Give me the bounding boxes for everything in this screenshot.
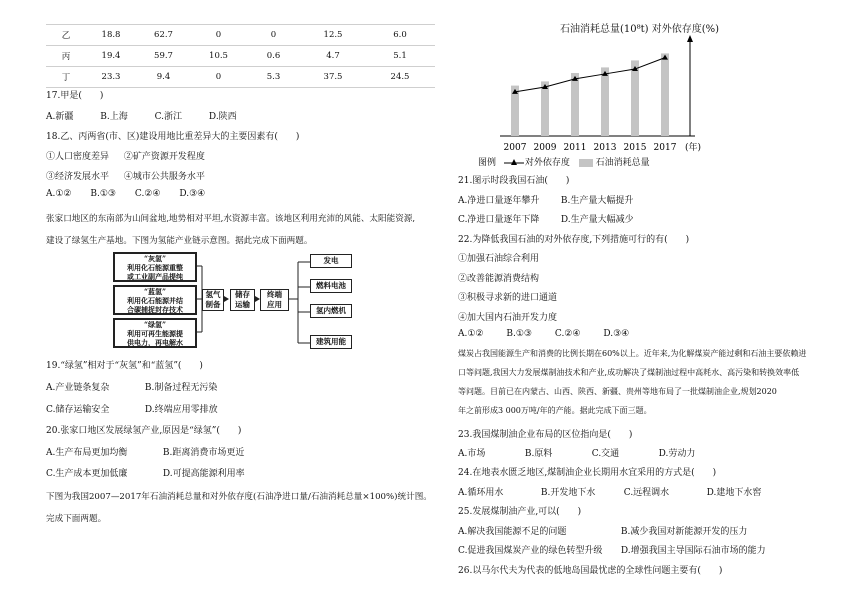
q24-option-d[interactable]: D.建地下水窖 xyxy=(706,488,762,498)
q26-stem: 26.以马尔代夫为代表的低地岛国最忧虑的全球性问题主要有( ) xyxy=(458,566,723,576)
y-axis-arrow xyxy=(687,35,693,42)
table-cell: 9.4 xyxy=(136,67,191,88)
intro3-line1: 煤炭占我国能源生产和消费的比例长期在60%以上。近年来,为化解煤炭产能过剩和石油主要依赖进 xyxy=(458,349,807,358)
hydrogen-production-box: 氢气 制备 xyxy=(202,289,224,311)
q22-stem: 22.为降低我国石油的对外依存度,下列措施可行的有( ) xyxy=(458,235,690,245)
q17-option-a[interactable]: A.新疆 xyxy=(46,112,74,122)
q25-option-b[interactable]: B.减少我国对新能源开发的压力 xyxy=(620,527,748,537)
legend-bar-label: 石油消耗总量 xyxy=(595,158,650,168)
intro3-line2: 口等问题,我国大力发展煤制油技术和产业,成功解决了煤制油过程中高耗水、高污染和转换效率低 xyxy=(458,368,800,377)
use-building-energy-box: 建筑用能 xyxy=(310,335,352,349)
table-cell: 37.5 xyxy=(301,67,365,88)
table-cell: 23.3 xyxy=(86,67,136,88)
q22-option-a[interactable]: A.①② xyxy=(458,329,484,339)
q24-option-a[interactable]: A.循环用水 xyxy=(458,488,504,498)
table-cell: 19.4 xyxy=(86,46,136,67)
q25-option-a[interactable]: A.解决我国能源不足的问题 xyxy=(458,527,567,537)
q18-options xyxy=(46,189,205,199)
q17-option-c[interactable]: C.浙江 xyxy=(154,112,183,122)
q20-options-row2 xyxy=(46,466,245,479)
intro1-line2: 建设了绿氢生产基地。下图为氢能产业链示意图。据此完成下面两题。 xyxy=(46,236,313,246)
q23-option-b[interactable]: B.原料 xyxy=(524,449,553,459)
q20-option-b[interactable]: B.距离消费市场更近 xyxy=(162,448,245,458)
table-cell: 10.5 xyxy=(191,46,246,67)
bar-2011 xyxy=(571,73,579,136)
q18-item-2: ②矿产资源开发程度 xyxy=(123,152,205,162)
q21-option-c[interactable]: C.净进口量逐年下降 xyxy=(458,215,540,225)
q21-options-row2 xyxy=(458,212,634,225)
legend-bar-swatch xyxy=(579,159,593,167)
q18-option-d[interactable]: D.③④ xyxy=(179,189,206,199)
q25-option-d[interactable]: D.增强我国主导国际石油市场的能力 xyxy=(620,546,766,556)
table-cell: 0 xyxy=(191,67,246,88)
q21-option-b[interactable]: B.生产量大幅提升 xyxy=(560,196,634,206)
table-cell: 18.8 xyxy=(86,25,136,46)
q18-option-c[interactable]: C.②④ xyxy=(134,189,161,199)
q22-option-d[interactable]: D.③④ xyxy=(603,329,630,339)
table-row xyxy=(46,67,435,88)
legend-line-icon xyxy=(503,158,525,167)
table-cell: 0 xyxy=(191,25,246,46)
q19-option-b[interactable]: B.制备过程无污染 xyxy=(144,383,218,393)
chart-title: 石油消耗总量(10⁸t) 对外依存度(%) xyxy=(560,24,720,35)
dependence-line xyxy=(515,58,665,92)
table-cell: 59.7 xyxy=(136,46,191,67)
oil-chart xyxy=(470,34,730,159)
q19-options-row1 xyxy=(46,380,217,393)
intro2-line2: 完成下面两题。 xyxy=(46,514,107,524)
q24-option-c[interactable]: C.远程调水 xyxy=(623,488,670,498)
q23-option-a[interactable]: A.市场 xyxy=(458,449,486,459)
terminal-application-box: 终端 应用 xyxy=(260,289,289,311)
q20-option-a[interactable]: A.生产布局更加均衡 xyxy=(46,448,128,458)
q24-option-b[interactable]: B.开发地下水 xyxy=(540,488,596,498)
bar-2017 xyxy=(661,53,669,136)
q21-option-a[interactable]: A.净进口量逐年攀升 xyxy=(458,196,540,206)
table-cell: 0 xyxy=(246,25,301,46)
q20-stem: 20.张家口地区发展绿氢产业,原因是“绿氢”( ) xyxy=(46,426,242,436)
table-cell: 24.5 xyxy=(365,67,435,88)
use-fuel-cell-box: 燃料电池 xyxy=(310,279,352,293)
q17-options xyxy=(46,109,237,122)
q22-option-b[interactable]: B.①③ xyxy=(506,329,532,339)
table-row xyxy=(46,46,435,67)
q21-stem: 21.图示时段我国石油( ) xyxy=(458,176,570,186)
q25-options-row1 xyxy=(458,524,747,537)
q19-option-c[interactable]: C.储存运输安全 xyxy=(46,405,110,415)
q23-option-c[interactable]: C.交通 xyxy=(591,449,620,459)
chart-legend xyxy=(478,155,650,168)
table-cell: 乙 xyxy=(46,25,86,46)
x-tick-label-2015: 2015 xyxy=(623,143,647,153)
q17-option-b[interactable]: B.上海 xyxy=(100,112,128,122)
bar-2015 xyxy=(631,60,639,136)
q18-stem: 18.乙、丙两省(市、区)建设用地比重差异大的主要因素有( ) xyxy=(46,132,300,142)
table-cell: 62.7 xyxy=(136,25,191,46)
q22-item-3: ③积极寻求新的进口通道 xyxy=(458,293,558,303)
table-cell: 5.3 xyxy=(246,67,301,88)
intro2-line1: 下图为我国2007—2017年石油消耗总量和对外依存度(石油净进口量/石油消耗总量×100%)统计图。 xyxy=(46,492,432,502)
q22-item-2: ②改善能源消费结构 xyxy=(458,274,540,284)
storage-transport-box: 储存 运输 xyxy=(230,289,255,311)
table-cell: 12.5 xyxy=(301,25,365,46)
data-table xyxy=(46,24,435,88)
q21-options-row1 xyxy=(458,193,633,206)
q18-item-3: ③经济发展水平 xyxy=(46,172,110,182)
intro1-line1: 张家口地区的东南部为山间盆地,地势相对平坦,水资源丰富。该地区利用充沛的风能、太阳能资源, xyxy=(46,214,416,224)
q17-stem: 17.甲是( ) xyxy=(46,91,104,101)
q25-stem: 25.发展煤制油产业,可以( ) xyxy=(458,507,582,517)
x-tick-label-2011: 2011 xyxy=(563,143,587,153)
q22-item-1: ①加强石油综合利用 xyxy=(458,254,540,264)
use-hydrogen-engine-box: 氢内燃机 xyxy=(310,304,352,318)
q20-option-c[interactable]: C.生产成本更加低廉 xyxy=(46,469,128,479)
table-cell: 丁 xyxy=(46,67,86,88)
q22-option-c[interactable]: C.②④ xyxy=(554,329,581,339)
intro3-line4: 年之前形成3 000万吨/年的产能。据此完成下面三题。 xyxy=(458,406,652,415)
q23-options xyxy=(458,446,695,459)
grey-hydrogen-box: “灰氢” 利用化石能源重整 或工业副产品提纯 xyxy=(113,252,197,282)
q19-option-d[interactable]: D.终端应用零排放 xyxy=(144,405,218,415)
q24-options xyxy=(458,485,761,498)
legend-title: 图例 xyxy=(478,158,497,168)
q19-options-row2 xyxy=(46,402,218,415)
q23-stem: 23.我国煤制油企业布局的区位指向是( ) xyxy=(458,430,633,440)
green-hydrogen-box: “绿氢” 利用可再生能源提 供电力，再电解水 xyxy=(113,318,197,348)
x-axis-unit: (年) xyxy=(684,143,702,153)
table-cell: 丙 xyxy=(46,46,86,67)
q18-items-row1 xyxy=(46,149,205,162)
q25-options-row2 xyxy=(458,543,766,556)
table-cell: 0.6 xyxy=(246,46,301,67)
x-tick-label-2017: 2017 xyxy=(653,143,677,153)
bar-2013 xyxy=(601,67,609,136)
x-tick-label-2009: 2009 xyxy=(533,143,557,153)
bar-2009 xyxy=(541,81,549,136)
q17-option-d[interactable]: D.陕西 xyxy=(208,112,237,122)
q18-item-1: ①人口密度差异 xyxy=(46,152,110,162)
q22-options xyxy=(458,329,629,339)
use-power-generation-box: 发电 xyxy=(310,254,352,268)
q24-stem: 24.在地表水匮乏地区,煤制油企业长期用水宜采用的方式是( ) xyxy=(458,468,717,478)
q18-item-4: ④城市公共服务水平 xyxy=(123,172,205,182)
q19-stem: 19.“绿氢”相对于“灰氢”和“蓝氢”( ) xyxy=(46,361,203,371)
q18-items-row2 xyxy=(46,169,205,182)
q20-options-row1 xyxy=(46,445,244,458)
intro3-line3: 等问题。目前已在内蒙古、山西、陕西、新疆、贵州等地布局了一批煤制油企业,规划2020 xyxy=(458,387,777,396)
x-tick-label-2007: 2007 xyxy=(503,143,527,153)
table-row xyxy=(46,25,435,46)
blue-hydrogen-box: “蓝氢” 利用化石能源并结 合碳捕捉封存技术 xyxy=(113,285,197,315)
q18-option-a[interactable]: A.①② xyxy=(46,189,72,199)
table-cell: 6.0 xyxy=(365,25,435,46)
q18-option-b[interactable]: B.①③ xyxy=(90,189,116,199)
q23-option-d[interactable]: D.劳动力 xyxy=(658,449,696,459)
q22-item-4: ④加大国内石油开发力度 xyxy=(458,313,558,323)
table-cell: 5.1 xyxy=(365,46,435,67)
q25-option-c[interactable]: C.促进我国煤炭产业的绿色转型升级 xyxy=(458,546,603,556)
q19-option-a[interactable]: A.产业链条复杂 xyxy=(46,383,110,393)
q20-option-d[interactable]: D.可提高能源利用率 xyxy=(162,469,245,479)
table-cell: 4.7 xyxy=(301,46,365,67)
x-tick-label-2013: 2013 xyxy=(593,143,617,153)
legend-line-label: 对外依存度 xyxy=(524,158,570,168)
q21-option-d[interactable]: D.生产量大幅减少 xyxy=(560,215,634,225)
